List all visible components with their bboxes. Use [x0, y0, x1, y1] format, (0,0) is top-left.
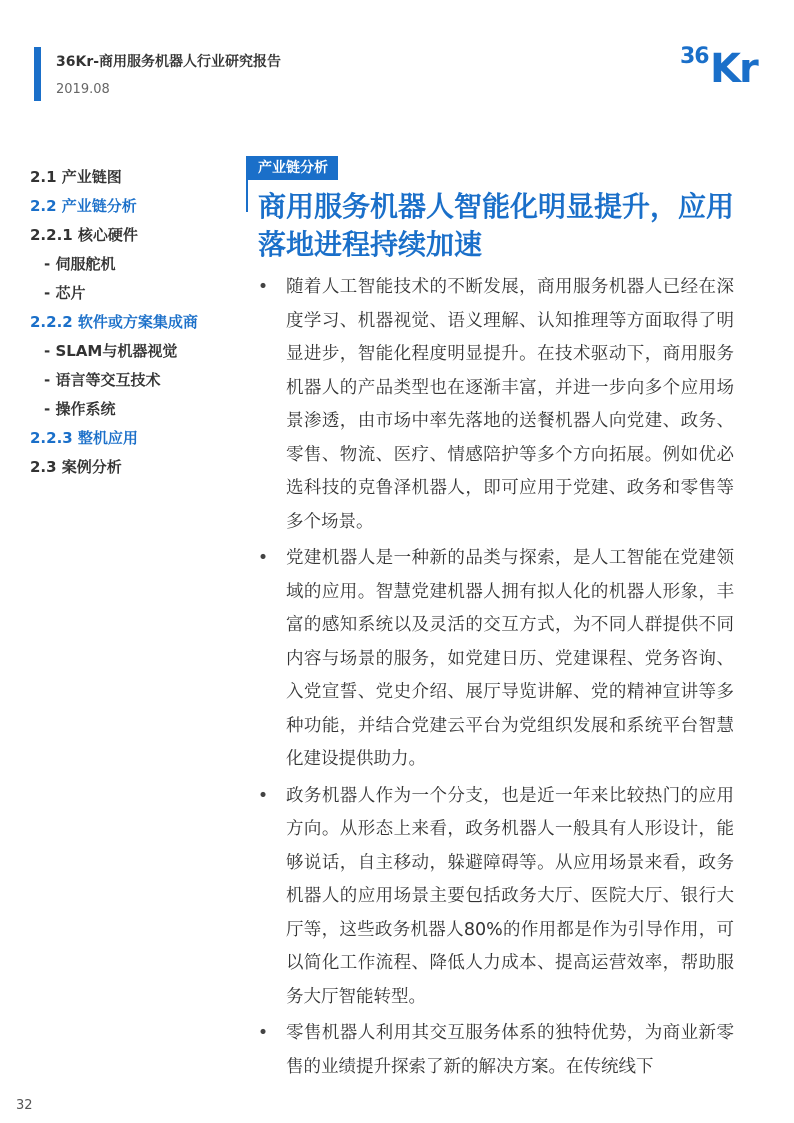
table-of-contents — [30, 166, 240, 485]
toc-item[interactable]: 2.2.3 整机应用 — [30, 429, 138, 447]
page-headline: 商用服务机器人智能化明显提升，应用落地进程持续加速 — [258, 190, 735, 261]
page-number: 32 — [16, 1098, 33, 1113]
toc-item[interactable]: - 语言等交互技术 — [44, 371, 161, 389]
toc-item[interactable]: 2.2.2 软件或方案集成商 — [30, 313, 198, 331]
logo-letters: Kr — [710, 46, 757, 92]
toc-item[interactable]: 2.2.1 核心硬件 — [30, 226, 138, 244]
toc-item[interactable]: - SLAM与机器视觉 — [44, 342, 178, 360]
bullet-list — [256, 271, 734, 1087]
toc-item[interactable]: 2.1 产业链图 — [30, 168, 122, 186]
bullet-paragraph — [256, 1017, 734, 1084]
section-tag: 产业链分析 — [248, 156, 338, 180]
bullet-paragraph — [256, 542, 734, 777]
toc-item[interactable]: 2.2 产业链分析 — [30, 197, 137, 215]
bullet-paragraph — [256, 271, 734, 539]
report-date: 2019.08 — [56, 82, 110, 97]
bullet-dot-icon: • — [257, 277, 269, 297]
bullet-text: 政务机器人作为一个分支，也是近一年来比较热门的应用方向。从形态上来看，政务机器人一般具有人形设计，能够说话，自主移动，躲避障碍等。从应用场景来看，政务机器人的应用场景主要包括政务大厅、医院大厅、银行大厅等，这些政务机器人80%的作用都是作为引导作用，可以简化工作流程、降低人力成本、提高运营效率，帮助服务大厅智能转型。 — [286, 785, 734, 1007]
bullet-dot-icon: • — [257, 1023, 269, 1043]
logo-number: 36 — [680, 44, 709, 69]
bullet-text: 零售机器人利用其交互服务体系的独特优势，为商业新零售的业绩提升探索了新的解决方案。在传统线下 — [286, 1023, 734, 1077]
report-title: 36Kr-商用服务机器人行业研究报告 — [56, 54, 282, 70]
toc-item[interactable]: - 操作系统 — [44, 400, 116, 418]
bullet-dot-icon: • — [257, 785, 269, 806]
bullet-paragraph — [256, 780, 734, 1015]
bullet-text: 随着人工智能技术的不断发展，商用服务机器人已经在深度学习、机器视觉、语义理解、认知推理等方面取得了明显进步，智能化程度明显提升。在技术驱动下，商用服务机器人的产品类型也在逐渐丰富，并进一步向多个应用场景渗透，由市场中率先落地的送餐机器人向党建、政务、零售、物流、医疗、情感陪护等多个方向拓展。例如优必选科技的克鲁泽机器人，即可应用于党建、政务和零售等多个场景。 — [286, 277, 734, 532]
36kr-logo — [680, 40, 765, 95]
header-accent-bar — [34, 47, 41, 101]
toc-item[interactable]: 2.3 案例分析 — [30, 458, 122, 476]
toc-item[interactable]: - 伺服舵机 — [44, 255, 116, 273]
bullet-dot-icon: • — [257, 548, 269, 568]
toc-item[interactable]: - 芯片 — [44, 284, 86, 302]
bullet-text: 党建机器人是一种新的品类与探索，是人工智能在党建领域的应用。智慧党建机器人拥有拟人化的机器人形象，丰富的感知系统以及灵活的交互方式，为不同人群提供不同内容与场景的服务，如党建日历、党建课程、党务咨询、入党宣誓、党史介绍、展厅导览讲解、党的精神宣讲等多种功能，并结合党建云平台为党组织发展和系统平台智慧化建设提供助力。 — [286, 548, 734, 769]
